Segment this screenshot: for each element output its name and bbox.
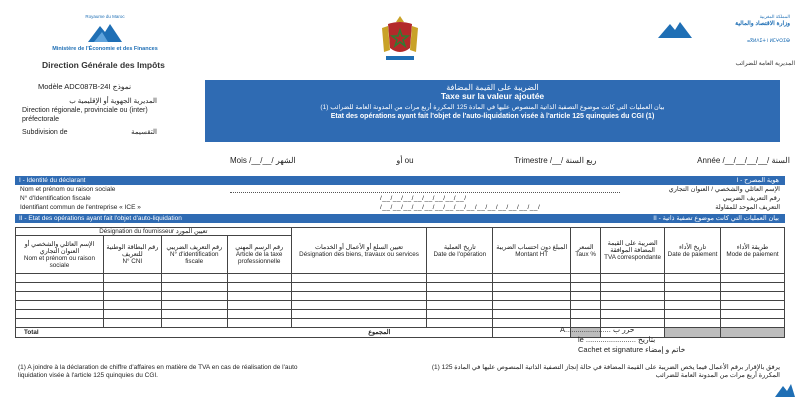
direction-label-ar: المديرية الجهوية أو الإقليمية ب (69, 98, 157, 105)
section-operations-title-ar: II - بيان العمليات التي كانت موضوع تصفية ذاتية (653, 215, 779, 222)
title-ar: الضريبة على القيمة المضافة (446, 83, 539, 92)
coat-of-arms-icon (378, 14, 422, 62)
or-label: أو ou (396, 156, 414, 165)
year-field[interactable]: Année /__/__/__/__/ السنة (697, 156, 790, 165)
col-taux: السعر Taux % (571, 228, 601, 274)
identity-label-ar: الإسم العائلي والشخصي / العنوان التجاري (668, 186, 780, 193)
directorate-label: Direction Générale des Impôts (42, 60, 165, 70)
ministry-label-ar: وزارة الاقتصاد والمالية (735, 21, 790, 27)
identity-boxes: /__/__/__/__/__/__/__/__/ (380, 195, 467, 202)
subdivision-label-fr: Subdivision de (22, 129, 68, 136)
subtitle-ar: بيان العمليات التي كانت موضوع التصفية الذاتية المنصوص عليها في المادة 125 المكررة أربع مرات من المدونة العامة للضرائب (1) (320, 104, 665, 111)
table-row[interactable] (16, 292, 785, 301)
subtitle-fr: Etat des opérations ayant fait l'objet de l'auto-liquidation visée à l'article 125 quinquies du CGI (1) (330, 113, 655, 120)
direction-block (22, 97, 157, 137)
footnote-fr: (1) A joindre à la déclaration de chiffre d'affaires en matière de TVA en cas de réalisation de l'auto liquidation visée à l'article 125 quinquies du CGI. (18, 364, 298, 379)
model-number: Modèle ADC087B-24I نموذج (38, 82, 132, 91)
place-field[interactable]: A...................... حرر ب (560, 325, 635, 334)
section-identity-header (15, 176, 785, 185)
col-cni: رقم البطاقة الوطنية للتعريف N° CNI (103, 236, 161, 274)
total-montant-ht[interactable] (493, 328, 571, 338)
col-designation: تعيين السلع أو الأعمال أو الخدمات Désignation des biens, travaux ou services (291, 228, 427, 274)
signature-block (560, 325, 760, 355)
footnote-ar: (1) يرفق بالإقرار برقم الأعمال فيما يخص الضريبة على القيمة المضافة في حالة إنجاز التصفية الذاتية المنصوص عليها في المادة 125 المكررة أربع مرات من المدونة العامة للضرائب (431, 364, 780, 379)
quarter-field[interactable]: Trimestre /__/ ربع السنة (514, 156, 597, 165)
table-row[interactable] (16, 310, 785, 319)
title-band (205, 80, 780, 142)
corner-logo-icon (775, 383, 795, 397)
total-label-fr: Total (24, 329, 39, 336)
identity-row-if[interactable] (20, 195, 780, 203)
col-supplier-name: الإسم العائلي والشخصي أو العنوان التجاري Nom et prénom ou raison sociale (16, 236, 104, 274)
col-mode-paiement: طريقة الأداء Mode de paiement (720, 228, 784, 274)
ministry-logo-right (640, 14, 790, 44)
kingdom-label: Royaume du Maroc (85, 14, 125, 19)
table-row[interactable] (16, 301, 785, 310)
period-row (230, 156, 790, 165)
table-row[interactable] (16, 283, 785, 292)
col-tp: رقم الرسم المهني Article de la taxe professionnelle (227, 236, 291, 274)
ministry-logo-left (30, 14, 180, 53)
operations-table (15, 227, 785, 338)
col-if: رقم التعريف الضريبي N° d'identification fiscale (161, 236, 227, 274)
identity-label-fr: Nom et prénom ou raison sociale (20, 186, 116, 193)
direction-label-fr: Direction régionale, provinciale ou (inter) préfectorale (22, 107, 148, 123)
identity-label-fr: Identifiant commun de l'entreprise « ICE » (20, 204, 141, 211)
title-fr: Taxe sur la valeur ajoutée (440, 91, 545, 101)
identity-row-ice[interactable] (20, 204, 780, 212)
date-field[interactable]: le ........................ بتاريخ (578, 335, 656, 344)
subdivision-label-ar: التقسيمة (131, 129, 157, 136)
directorate-label-ar: المديرية العامة للضرائب (735, 61, 795, 67)
section-operations-title-fr: II - Etat des opérations ayant fait l'objet d'auto-liquidation (19, 215, 182, 222)
ministry-emblem-right-icon (658, 20, 692, 38)
section-operations-header (15, 214, 785, 223)
supplier-group-header: Désignation du fournisseur تعيين المورد (16, 228, 292, 236)
identity-row-name[interactable] (20, 186, 780, 194)
table-row[interactable] (16, 274, 785, 283)
total-label-ar: المجموع (368, 329, 391, 336)
month-field[interactable]: Mois /__/__/ الشهر (230, 156, 296, 165)
ministry-emblem-icon (88, 22, 122, 42)
section-identity-title-ar: I - هوية المصرح (736, 177, 779, 184)
identity-label-ar: التعريف الموحد للمقاولة (715, 204, 780, 211)
tifinagh-label: ⴰⴳⵍⴷⵉⵜ ⵏ ⵍⵎⵖⵔⵉⴱ (747, 38, 790, 43)
col-date-operation: تاريخ العملية Date de l'opération (427, 228, 493, 274)
col-date-paiement: تاريخ الأداء Date de paiement (665, 228, 721, 274)
ministry-label: Ministère de l'Économie et des Finances (52, 46, 158, 52)
col-tva: الضريبة على القيمة المضافة الموافقة TVA correspondante (601, 228, 665, 274)
cachet-label: Cachet et signature خاتم و إمضاء (578, 345, 686, 354)
section-identity-title-fr: I - Identité du déclarant (19, 177, 86, 184)
identity-label-ar: رقم التعريف الضريبي (722, 195, 780, 202)
kingdom-label-ar: المملكة المغربية (759, 14, 790, 19)
identity-boxes: /__/__/__/__/__/__/__/__/__/__/__/__/__/__/__/ (380, 204, 541, 211)
identity-dots (230, 186, 620, 193)
identity-label-fr: N° d'Identification fiscale (20, 195, 91, 202)
col-montant-ht: المبلغ دون احتساب الضريبة Montant HT (493, 228, 571, 274)
